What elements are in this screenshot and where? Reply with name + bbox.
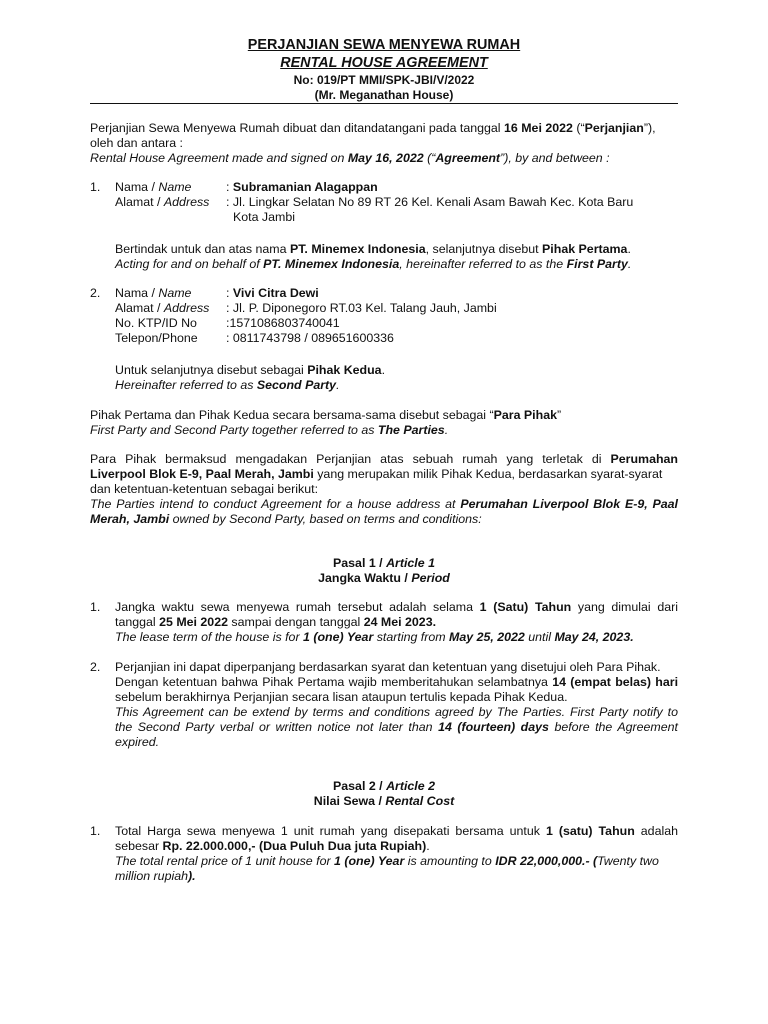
- statement-text: .: [381, 363, 386, 377]
- statement-text: Bertindak untuk dan atas nama: [115, 242, 290, 256]
- article-title-english: Period: [411, 571, 450, 585]
- label-text-english: Name: [158, 180, 192, 194]
- article1-item1-line-1: [115, 600, 678, 615]
- clause-text: is amounting to: [404, 854, 496, 868]
- statement-text: .: [627, 242, 631, 256]
- statement-text: Acting for and on behalf of: [115, 257, 264, 271]
- label-text-english: Address: [163, 195, 210, 209]
- clause-text: The total rental price of 1 unit house for: [115, 854, 335, 868]
- purpose-text: The Parties intend to conduct Agreement for a house address at: [90, 497, 461, 511]
- end-date: May 24, 2023.: [554, 630, 634, 644]
- parties-definition: [90, 408, 561, 423]
- clause-text: sebesar: [115, 839, 163, 853]
- purpose-text: owned by Second Party, based on terms and conditions:: [169, 512, 482, 526]
- party1-acting-statement-english: [115, 257, 631, 272]
- lease-term: 1 (one) Year: [303, 630, 374, 644]
- clause-text: million rupiah: [115, 869, 189, 883]
- document-subtitle: (Mr. Meganathan House): [314, 88, 454, 102]
- party1-name: Subramanian Alagappan: [232, 180, 378, 194]
- article-label: Pasal 1 /: [333, 556, 387, 570]
- party2-reference-english: [115, 378, 340, 393]
- clause-text: adalah: [634, 824, 678, 838]
- party1-address-value-2: Kota Jambi: [233, 210, 295, 224]
- purpose-text: Para Pihak bermaksud mengadakan Perjanjian atas sebuah rumah yang terletak di: [90, 452, 602, 466]
- document-title-english: RENTAL HOUSE AGREEMENT: [280, 55, 488, 71]
- clause-text: Dengan ketentuan bahwa Pihak Pertama wajib memberitahukan selambatnya: [115, 675, 553, 689]
- company-name: PT. Minemex Indonesia: [289, 242, 426, 256]
- clause-text: tanggal: [115, 615, 160, 629]
- article1-heading: [0, 556, 768, 571]
- parties-term: Para Pihak: [493, 408, 557, 422]
- clause-text: before the Agreement: [548, 720, 678, 734]
- party1-address-label: [115, 195, 209, 210]
- article2-item1-line-1: [115, 824, 678, 839]
- party2-phone-value: : 0811743798 / 089651600336: [226, 331, 394, 345]
- statement-text: Untuk selanjutnya disebut sebagai: [115, 363, 308, 377]
- property-location: Merah, Jambi: [90, 512, 170, 526]
- article2-item1-number: 1.: [90, 824, 101, 838]
- label-text: Nama /: [115, 286, 159, 300]
- article1-item2-line-1: Perjanjian ini dapat diperpanjang berdasarkan syarat dan ketentuan yang disetujui oleh Para Pihak.: [115, 660, 661, 674]
- clause-text: .: [426, 839, 430, 853]
- statement-text: , selanjutnya disebut: [425, 242, 543, 256]
- lease-term: 1 (Satu) Tahun: [479, 600, 572, 614]
- purpose-text: yang merupakan milik Pihak Kedua, berdasarkan syarat-syarat: [313, 467, 663, 481]
- agreement-term: Perjanjian: [584, 121, 644, 135]
- purpose-line-english-2: [90, 512, 482, 527]
- article1-item2-line-english-3: expired.: [115, 735, 160, 749]
- intro-text: Rental House Agreement made and signed on: [90, 151, 348, 165]
- party2-address-value: : Jl. P. Diponegoro RT.03 Kel. Talang Jauh, Jambi: [226, 301, 497, 315]
- party2-reference: [115, 363, 385, 378]
- party2-ktp-value: :1571086803740041: [226, 316, 340, 330]
- property-location: Perumahan Liverpool Blok E-9, Paal: [460, 497, 678, 511]
- agreement-date: 16 Mei 2022: [504, 121, 573, 135]
- clause-text: ).: [188, 869, 196, 883]
- article1-item2-number: 2.: [90, 660, 101, 674]
- notice-period: 14 (empat belas) hari: [552, 675, 679, 689]
- article1-item2-line-english-1: This Agreement can be extend by terms and conditions agreed by The Parties. First Party notify to: [115, 705, 678, 719]
- article1-item1-line-2: [115, 615, 436, 630]
- article-title: Nilai Sewa /: [313, 794, 386, 808]
- party1-number: 1.: [90, 180, 101, 194]
- clause-text: until: [524, 630, 555, 644]
- article1-item1-line-english: [115, 630, 634, 645]
- label-text: Nama /: [115, 180, 159, 194]
- party1-name-value: [226, 180, 378, 195]
- article-title: Jangka Waktu /: [318, 571, 412, 585]
- party1-acting-statement: [115, 242, 631, 257]
- statement-text: , hereinafter referred to as the: [399, 257, 567, 271]
- rental-amount: Rp. 22.000.000,- (Dua Puluh Dua juta Rupiah): [162, 839, 427, 853]
- label-text: Alamat /: [115, 195, 164, 209]
- parties-term: The Parties: [377, 423, 445, 437]
- clause-text: sampai dengan tanggal: [227, 615, 364, 629]
- party1-name-label: [115, 180, 191, 195]
- statement-text: .: [336, 378, 340, 392]
- agreement-term-english: Agreement: [435, 151, 501, 165]
- intro-text: ”), by and between :: [500, 151, 610, 165]
- party2-name: Vivi Citra Dewi: [232, 286, 319, 300]
- colon: :: [226, 286, 233, 300]
- party2-name-value: [226, 286, 319, 301]
- purpose-line-2: [90, 467, 662, 482]
- rental-amount: IDR 22,000,000.- (: [495, 854, 598, 868]
- start-date: May 25, 2022: [449, 630, 525, 644]
- statement-text: ”: [556, 408, 562, 422]
- statement-text: .: [627, 257, 632, 271]
- article-label-english: Article 2: [386, 779, 435, 793]
- first-party-term: Pihak Pertama: [542, 242, 628, 256]
- intro-line-english: [90, 151, 610, 166]
- clause-text: the Second Party verbal or written notice not later than: [115, 720, 439, 734]
- statement-text: .: [444, 423, 449, 437]
- notice-period: 14 (fourteen) days: [438, 720, 549, 734]
- second-party-term: Pihak Kedua: [307, 363, 382, 377]
- label-text-english: Address: [163, 301, 210, 315]
- article-label: Pasal 2 /: [333, 779, 387, 793]
- article1-title: [0, 571, 768, 586]
- article2-item1-line-english-2: [115, 869, 196, 884]
- article-label-english: Article 1: [386, 556, 435, 570]
- party1-address-value: : Jl. Lingkar Selatan No 89 RT 26 Kel. Kenali Asam Bawah Kec. Kota Baru: [226, 195, 634, 209]
- first-party-term: First Party: [566, 257, 628, 271]
- lease-term: 1 (satu) Tahun: [545, 824, 635, 838]
- company-name: PT. Minemex Indonesia: [263, 257, 400, 271]
- lease-term: 1 (one) Year: [334, 854, 405, 868]
- party2-number: 2.: [90, 286, 101, 300]
- party2-phone-label: Telepon/Phone: [115, 331, 198, 345]
- property-location: Liverpool Blok E-9, Paal Merah, Jambi: [90, 467, 314, 481]
- label-text-english: Name: [158, 286, 192, 300]
- party2-name-label: [115, 286, 191, 301]
- document-number: No: 019/PT MMI/SPK-JBI/V/2022: [293, 73, 475, 87]
- colon: :: [226, 180, 233, 194]
- parties-definition-english: [90, 423, 448, 438]
- statement-text: Hereinafter referred to as: [115, 378, 257, 392]
- article1-item2-line-3: sebelum berakhirnya Perjanjian secara lisan ataupun tertulis kepada Pihak Kedua.: [115, 690, 568, 704]
- label-text: Alamat /: [115, 301, 164, 315]
- purpose-line-3: dan ketentuan-ketentuan sebagai berikut:: [90, 482, 319, 496]
- purpose-line-1: [90, 452, 678, 467]
- document-title: PERJANJIAN SEWA MENYEWA RUMAH: [247, 37, 521, 53]
- clause-text: yang dimulai dari: [571, 600, 678, 614]
- clause-text: Jangka waktu sewa menyewa rumah tersebut adalah selama: [115, 600, 480, 614]
- statement-text: First Party and Second Party together referred to as: [90, 423, 378, 437]
- statement-text: Pihak Pertama dan Pihak Kedua secara bersama-sama disebut sebagai “: [90, 408, 494, 422]
- end-date: 24 Mei 2023.: [363, 615, 437, 629]
- party2-ktp-label: No. KTP/ID No: [115, 316, 197, 330]
- clause-text: Total Harga sewa menyewa 1 unit rumah yang disepakati bersama untuk: [115, 824, 546, 838]
- article1-item2-line-english-2: [115, 720, 678, 735]
- purpose-line-english-1: [90, 497, 678, 512]
- header-divider: [90, 103, 678, 104]
- article1-item2-line-2: [115, 675, 678, 690]
- clause-text: Twenty two: [597, 854, 659, 868]
- party2-address-label: [115, 301, 209, 316]
- intro-line-2: oleh dan antara :: [90, 136, 184, 150]
- start-date: 25 Mei 2022: [159, 615, 228, 629]
- article2-heading: [0, 779, 768, 794]
- intro-text: ”),: [643, 121, 656, 135]
- property-location: Perumahan: [610, 452, 678, 466]
- article2-title: [0, 794, 768, 809]
- article-title-english: Rental Cost: [385, 794, 455, 808]
- intro-text: (“: [572, 121, 585, 135]
- clause-text: The lease term of the house is for: [115, 630, 304, 644]
- clause-text: starting from: [373, 630, 450, 644]
- second-party-term: Second Party: [256, 378, 337, 392]
- article2-item1-line-2: [115, 839, 430, 854]
- agreement-date-english: May 16, 2022: [347, 151, 424, 165]
- article2-item1-line-english-1: [115, 854, 659, 869]
- intro-line-1: [90, 121, 656, 136]
- article1-item1-number: 1.: [90, 600, 101, 614]
- intro-text: (“: [423, 151, 436, 165]
- intro-text: Perjanjian Sewa Menyewa Rumah dibuat dan ditandatangani pada tanggal: [90, 121, 505, 135]
